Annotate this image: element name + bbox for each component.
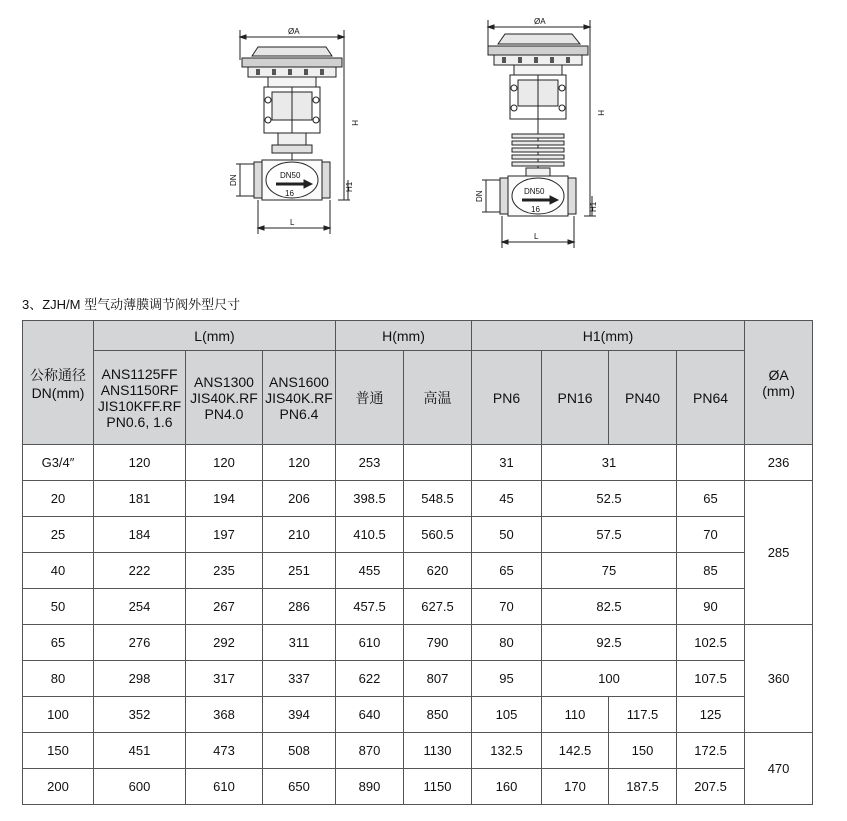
table-caption: 3、ZJH/M 型气动薄膜调节阀外型尺寸 — [22, 297, 241, 312]
cell-a: 285 — [745, 481, 813, 625]
header-l2-line2: JIS40K.RF — [190, 389, 258, 406]
cell-l1: 600 — [94, 769, 186, 805]
header-a-line1: ØA — [768, 366, 789, 383]
cell-pn64: 172.5 — [677, 733, 745, 769]
cell-l2: 197 — [186, 517, 263, 553]
cell-dn: 25 — [23, 517, 94, 553]
table-row — [23, 625, 813, 661]
cell-pn64: 207.5 — [677, 769, 745, 805]
table-row — [23, 697, 813, 733]
header-pn16: PN16 — [542, 351, 609, 445]
cell-h-high: 620 — [404, 553, 472, 589]
cell-l3: 120 — [263, 445, 336, 481]
header-dn-line2: DN(mm) — [31, 384, 85, 401]
cell-dn: 50 — [23, 589, 94, 625]
cell-l3: 311 — [263, 625, 336, 661]
header-l3-line1: ANS1600 — [269, 373, 329, 390]
cell-l1: 222 — [94, 553, 186, 589]
cell-l3: 394 — [263, 697, 336, 733]
right-size-label: DN50 — [524, 187, 545, 196]
cell-l2: 368 — [186, 697, 263, 733]
cell-l2: 292 — [186, 625, 263, 661]
cell-pn6: 31 — [472, 445, 542, 481]
cell-pn16-pn40: 31 — [542, 445, 677, 481]
cell-pn6: 45 — [472, 481, 542, 517]
cell-pn64: 125 — [677, 697, 745, 733]
table-row — [23, 733, 813, 769]
header-dn — [23, 321, 94, 445]
cell-pn16-pn40: 82.5 — [542, 589, 677, 625]
cell-l1: 451 — [94, 733, 186, 769]
cell-pn64: 85 — [677, 553, 745, 589]
cell-pn40: 187.5 — [609, 769, 677, 805]
cell-dn: 100 — [23, 697, 94, 733]
left-h-label: H — [350, 120, 359, 126]
left-h1-label: H1 — [345, 181, 354, 192]
cell-l1: 120 — [94, 445, 186, 481]
header-l-col-2 — [186, 351, 263, 445]
right-h1-label: H1 — [589, 201, 598, 212]
cell-pn6: 160 — [472, 769, 542, 805]
cell-h-high: 850 — [404, 697, 472, 733]
header-l2-line3: PN4.0 — [204, 405, 244, 422]
cell-l3: 206 — [263, 481, 336, 517]
right-pn-label: 16 — [531, 205, 540, 214]
dimension-table — [22, 320, 813, 805]
table-row — [23, 517, 813, 553]
cell-dn: 150 — [23, 733, 94, 769]
cell-l2: 235 — [186, 553, 263, 589]
header-pn6: PN6 — [472, 351, 542, 445]
header-l2-line1: ANS1300 — [194, 373, 254, 390]
cell-h-normal: 455 — [336, 553, 404, 589]
cell-h-high: 560.5 — [404, 517, 472, 553]
valve-drawing-standard — [236, 30, 350, 234]
cell-h-normal: 870 — [336, 733, 404, 769]
cell-h-normal: 640 — [336, 697, 404, 733]
cell-pn64: 102.5 — [677, 625, 745, 661]
cell-pn6: 80 — [472, 625, 542, 661]
header-h1-group: H1(mm) — [472, 321, 745, 351]
cell-l1: 184 — [94, 517, 186, 553]
cell-a: 360 — [745, 625, 813, 733]
header-l1-line2: ANS1150RF — [100, 381, 179, 398]
cell-l1: 276 — [94, 625, 186, 661]
left-pn-label: 16 — [285, 189, 294, 198]
header-l3-line2: JIS40K.RF — [265, 389, 333, 406]
cell-l3: 210 — [263, 517, 336, 553]
cell-l1: 181 — [94, 481, 186, 517]
cell-h-high: 790 — [404, 625, 472, 661]
cell-pn6: 65 — [472, 553, 542, 589]
cell-h-high — [404, 445, 472, 481]
right-l-label: L — [534, 232, 539, 241]
cell-pn64: 107.5 — [677, 661, 745, 697]
cell-l2: 267 — [186, 589, 263, 625]
header-h-high: 高温 — [404, 351, 472, 445]
cell-pn64: 70 — [677, 517, 745, 553]
cell-pn6: 70 — [472, 589, 542, 625]
cell-l3: 650 — [263, 769, 336, 805]
header-l3-line3: PN6.4 — [279, 405, 319, 422]
cell-pn6: 50 — [472, 517, 542, 553]
cell-pn64 — [677, 445, 745, 481]
cell-h-high: 1150 — [404, 769, 472, 805]
cell-pn64: 65 — [677, 481, 745, 517]
table-row — [23, 553, 813, 589]
cell-a: 236 — [745, 445, 813, 481]
cell-pn16-pn40: 92.5 — [542, 625, 677, 661]
header-a-line2: (mm) — [762, 382, 795, 399]
cell-l2: 194 — [186, 481, 263, 517]
cell-pn16-pn40: 57.5 — [542, 517, 677, 553]
cell-pn64: 90 — [677, 589, 745, 625]
left-dn-label: DN — [229, 174, 238, 186]
table-row — [23, 589, 813, 625]
cell-pn16-pn40: 52.5 — [542, 481, 677, 517]
table-row — [23, 769, 813, 805]
header-pn40: PN40 — [609, 351, 677, 445]
cell-dn: 20 — [23, 481, 94, 517]
left-dia-label: ØA — [288, 27, 300, 36]
cell-h-high: 807 — [404, 661, 472, 697]
cell-l2: 120 — [186, 445, 263, 481]
cell-h-high: 627.5 — [404, 589, 472, 625]
right-h-label: H — [596, 110, 605, 116]
cell-dn: 40 — [23, 553, 94, 589]
cell-h-high: 1130 — [404, 733, 472, 769]
cell-l3: 337 — [263, 661, 336, 697]
cell-l3: 286 — [263, 589, 336, 625]
left-size-label: DN50 — [280, 171, 301, 180]
valve-drawings — [0, 0, 847, 260]
cell-dn: 200 — [23, 769, 94, 805]
cell-h-high: 548.5 — [404, 481, 472, 517]
cell-pn16-pn40: 100 — [542, 661, 677, 697]
cell-l3: 251 — [263, 553, 336, 589]
header-l-group: L(mm) — [94, 321, 336, 351]
cell-h-normal: 410.5 — [336, 517, 404, 553]
cell-pn40: 117.5 — [609, 697, 677, 733]
cell-l2: 610 — [186, 769, 263, 805]
cell-l2: 317 — [186, 661, 263, 697]
header-h-group: H(mm) — [336, 321, 472, 351]
cell-pn16-pn40: 75 — [542, 553, 677, 589]
right-dn-label: DN — [475, 190, 484, 202]
cell-pn40: 150 — [609, 733, 677, 769]
cell-pn16: 170 — [542, 769, 609, 805]
cell-l1: 352 — [94, 697, 186, 733]
cell-a: 470 — [745, 733, 813, 805]
table-row — [23, 661, 813, 697]
cell-l1: 298 — [94, 661, 186, 697]
cell-pn16: 142.5 — [542, 733, 609, 769]
header-dn-line1: 公称通径 — [30, 366, 86, 383]
cell-l1: 254 — [94, 589, 186, 625]
cell-h-normal: 610 — [336, 625, 404, 661]
header-l1-line3: JIS10KFF.RF — [97, 397, 182, 414]
cell-pn6: 132.5 — [472, 733, 542, 769]
header-h-normal: 普通 — [336, 351, 404, 445]
cell-h-normal: 622 — [336, 661, 404, 697]
header-l1-line1: ANS1125FF — [101, 365, 178, 382]
table-row — [23, 445, 813, 481]
cell-pn6: 105 — [472, 697, 542, 733]
header-pn64: PN64 — [677, 351, 745, 445]
left-l-label: L — [290, 218, 295, 227]
cell-dn: 65 — [23, 625, 94, 661]
cell-dn: 80 — [23, 661, 94, 697]
cell-h-normal: 398.5 — [336, 481, 404, 517]
header-l1-line4: PN0.6, 1.6 — [106, 413, 173, 430]
cell-l2: 473 — [186, 733, 263, 769]
right-dia-label: ØA — [534, 17, 546, 26]
header-l-col-3 — [263, 351, 336, 445]
cell-pn6: 95 — [472, 661, 542, 697]
cell-pn16: 110 — [542, 697, 609, 733]
cell-h-normal: 890 — [336, 769, 404, 805]
header-l-col-1 — [94, 351, 186, 445]
header-a — [745, 321, 813, 445]
cell-h-normal: 457.5 — [336, 589, 404, 625]
cell-dn: G3/4″ — [23, 445, 94, 481]
cell-l3: 508 — [263, 733, 336, 769]
cell-h-normal: 253 — [336, 445, 404, 481]
table-row — [23, 481, 813, 517]
